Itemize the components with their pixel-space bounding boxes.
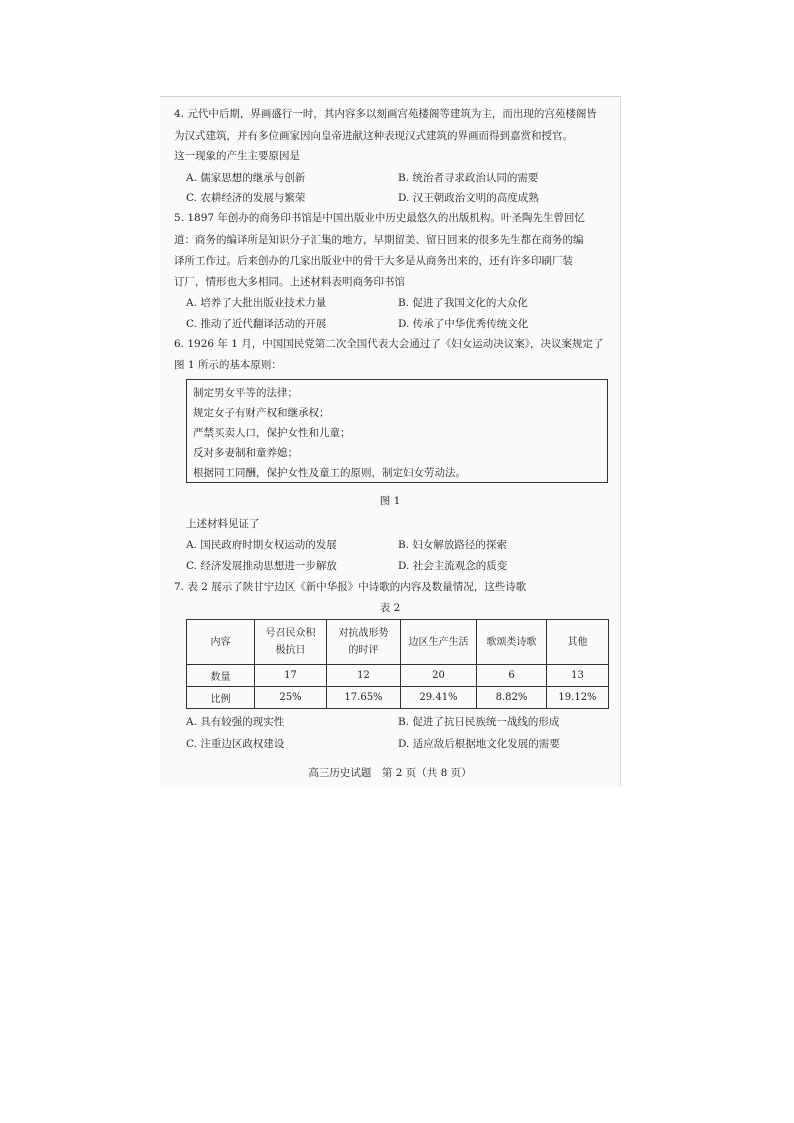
q6-option-c: C. 经济发展推动思想进一步解放 bbox=[186, 560, 337, 572]
q7-option-a: A. 具有较强的现实性 bbox=[186, 716, 285, 728]
figure-1-caption: 图 1 bbox=[379, 495, 401, 507]
table-cell: 6 bbox=[477, 665, 547, 687]
table-cell: 数量 bbox=[187, 665, 255, 687]
q5-line-3: 译所工作过。后来创办的几家出版业中的骨干大多是从商务出来的，还有许多印刷厂装 bbox=[174, 255, 573, 267]
q4-option-d: D. 汉王朝政治文明的高度成熟 bbox=[398, 192, 539, 204]
figure-1-item: 制定男女平等的法律； bbox=[193, 387, 298, 399]
figure-1-box bbox=[186, 379, 608, 483]
table-header-cell: 内容 bbox=[187, 620, 255, 665]
table-header-cell: 歌颂类诗歌 bbox=[477, 620, 547, 665]
table-header-cell: 其他 bbox=[547, 620, 609, 665]
table-header-row bbox=[187, 620, 609, 665]
q5-line-2: 道：商务的编译所是知识分子汇集的地方，早期留美、留日回来的很多先生都在商务的编 bbox=[174, 234, 584, 246]
q4-line-2: 为汉式建筑，并有多位画家因向皇帝进献这种表现汉式建筑的界画而得到嘉赏和授官。 bbox=[174, 130, 573, 142]
q6-option-d: D. 社会主流观念的质变 bbox=[398, 560, 508, 572]
q5-option-d: D. 传承了中华优秀传统文化 bbox=[398, 318, 529, 330]
table-cell: 20 bbox=[401, 665, 477, 687]
table-header-cell: 对抗战形势的时评 bbox=[327, 620, 401, 665]
table-header-cell: 边区生产生活 bbox=[401, 620, 477, 665]
exam-page bbox=[160, 96, 621, 787]
q7-option-d: D. 适应敌后根据地文化发展的需要 bbox=[398, 738, 560, 750]
q7-option-b: B. 促进了抗日民族统一战线的形成 bbox=[398, 716, 560, 728]
table-cell: 8.82% bbox=[477, 687, 547, 709]
table-cell: 比例 bbox=[187, 687, 255, 709]
q6-line-1: 6. 1926 年 1 月，中国国民党第二次全国代表大会通过了《妇女运动决议案》，决议案规定了 bbox=[174, 338, 604, 350]
table-row bbox=[187, 665, 609, 687]
q6-stem: 上述材料见证了 bbox=[186, 518, 260, 530]
q5-option-c: C. 推动了近代翻译活动的开展 bbox=[186, 318, 327, 330]
q4-option-a: A. 儒家思想的继承与创新 bbox=[186, 172, 306, 184]
figure-1-item: 规定女子有财产权和继承权； bbox=[193, 407, 330, 419]
q4-line-1: 4. 元代中后期，界画盛行一时，其内容多以刻画宫苑楼阁等建筑为主，而出现的宫苑楼阁皆 bbox=[174, 108, 597, 120]
table-header-cell: 号召民众积极抗日 bbox=[255, 620, 327, 665]
table-cell: 17 bbox=[255, 665, 327, 687]
q5-option-b: B. 促进了我国文化的大众化 bbox=[398, 297, 528, 309]
q5-option-a: A. 培养了大批出版业技术力量 bbox=[186, 297, 327, 309]
figure-1-item: 反对多妻制和童养媳； bbox=[193, 447, 298, 459]
q6-option-b: B. 妇女解放路径的探索 bbox=[398, 539, 507, 551]
figure-1-item: 根据同工同酬，保护女性及童工的原则，制定妇女劳动法。 bbox=[193, 467, 466, 479]
page-footer: 高三历史试题 第 2 页（共 8 页） bbox=[308, 767, 472, 779]
q7-option-c: C. 注重边区政权建设 bbox=[186, 738, 285, 750]
table-cell: 17.65% bbox=[327, 687, 401, 709]
table-cell: 19.12% bbox=[547, 687, 609, 709]
table-2-caption: 表 2 bbox=[379, 602, 401, 614]
table-row bbox=[187, 687, 609, 709]
table-cell: 13 bbox=[547, 665, 609, 687]
q4-option-c: C. 农耕经济的发展与繁荣 bbox=[186, 192, 306, 204]
table-2 bbox=[186, 619, 609, 709]
table-cell: 12 bbox=[327, 665, 401, 687]
q5-line-4: 订厂，情形也大多相同。上述材料表明商务印书馆 bbox=[174, 276, 405, 288]
table-cell: 29.41% bbox=[401, 687, 477, 709]
q4-option-b: B. 统治者寻求政治认同的需要 bbox=[398, 172, 539, 184]
table-cell: 25% bbox=[255, 687, 327, 709]
q7-line-1: 7. 表 2 展示了陕甘宁边区《新中华报》中诗歌的内容及数量情况，这些诗歌 bbox=[174, 581, 527, 593]
figure-1-item: 严禁买卖人口，保护女性和儿童； bbox=[193, 427, 351, 439]
q6-option-a: A. 国民政府时期女权运动的发展 bbox=[186, 539, 337, 551]
q5-line-1: 5. 1897 年创办的商务印书馆是中国出版业中历史最悠久的出版机构。叶圣陶先生曾回忆 bbox=[174, 212, 585, 224]
q6-line-2: 图 1 所示的基本原则： bbox=[174, 359, 282, 371]
q4-stem: 这一现象的产生主要原因是 bbox=[174, 150, 300, 162]
